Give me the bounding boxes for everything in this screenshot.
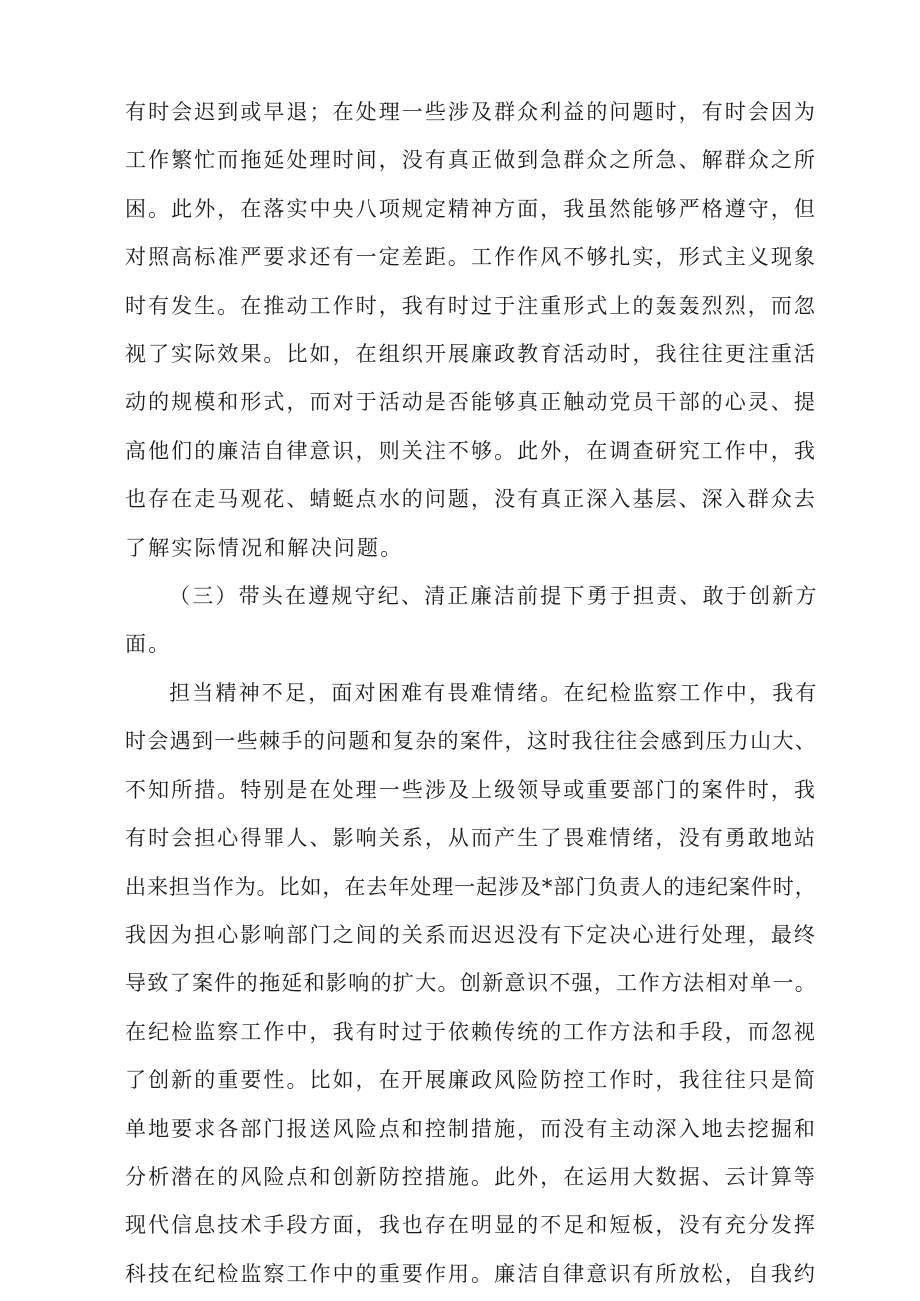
text-line: 视了实际效果。比如，在组织开展廉政教育活动时，我往往更注重活 [125,342,817,367]
text-line: 单地要求各部门报送风险点和控制措施，而没有主动深入地去挖掘和 [125,1116,817,1141]
text-line: 有时会迟到或早退；在处理一些涉及群众利益的问题时，有时会因为 [125,100,817,124]
text-line: 时会遇到一些棘手的问题和复杂的案件，这时我往往会感到压力山大、 [125,729,818,754]
text-line: （三）带头在遵规守纪、清正廉洁前提下勇于担责、敢于创新方 [169,584,819,609]
text-line: 出来担当作为。比如，在去年处理一起涉及*部门负责人的违纪案件时， [125,874,817,899]
paragraph-3 [125,669,820,1298]
text-line: 困。此外，在落实中央八项规定精神方面，我虽然能够严格遵守，但 [125,196,817,221]
text-line: 有时会担心得罪人、影响关系，从而产生了畏难情绪，没有勇敢地站 [125,826,817,851]
text-line: 分析潜在的风险点和创新防控措施。此外，在运用大数据、云计算等 [125,1164,817,1189]
text-line: 时有发生。在推动工作时，我有时过于注重形式上的轰轰烈烈，而忽 [125,293,817,318]
text-line: 在纪检监察工作中，我有时过于依赖传统的工作方法和手段，而忽视 [125,1019,817,1044]
text-line: 导致了案件的拖延和影响的扩大。创新意识不强，工作方法相对单一。 [125,971,818,996]
text-line: 对照高标准严要求还有一定差距。工作作风不够扎实，形式主义现象 [125,245,817,270]
paragraph-1 [125,88,820,572]
text-line: 高他们的廉洁自律意识，则关注不够。此外，在调查研究工作中，我 [125,438,817,463]
text-line: 担当精神不足，面对困难有畏难情绪。在纪检监察工作中，我有 [169,680,819,705]
text-line: 我因为担心影响部门之间的关系而迟迟没有下定决心进行处理，最终 [125,922,817,947]
text-line: 现代信息技术手段方面，我也存在明显的不足和短板，没有充分发挥 [125,1213,817,1238]
text-line: 动的规模和形式，而对于活动是否能够真正触动党员干部的心灵、提 [125,390,817,415]
text-line: 不知所措。特别是在处理一些涉及上级领导或重要部门的案件时，我 [125,777,817,802]
section-heading-3 [125,572,820,669]
text-line: 了解实际情况和解决问题。 [125,535,404,560]
text-line: 科技在纪检监察工作中的重要作用。廉洁自律意识有所放松，自我约 [125,1261,817,1286]
text-line: 也存在走马观花、蜻蜓点水的问题，没有真正深入基层、深入群众去 [125,487,817,512]
document-body [125,88,820,1298]
text-line: 面。 [125,632,172,657]
text-line: 了创新的重要性。比如，在开展廉政风险防控工作时，我往往只是简 [125,1068,817,1093]
text-line: 工作繁忙而拖延处理时间，没有真正做到急群众之所急、解群众之所 [125,148,817,173]
